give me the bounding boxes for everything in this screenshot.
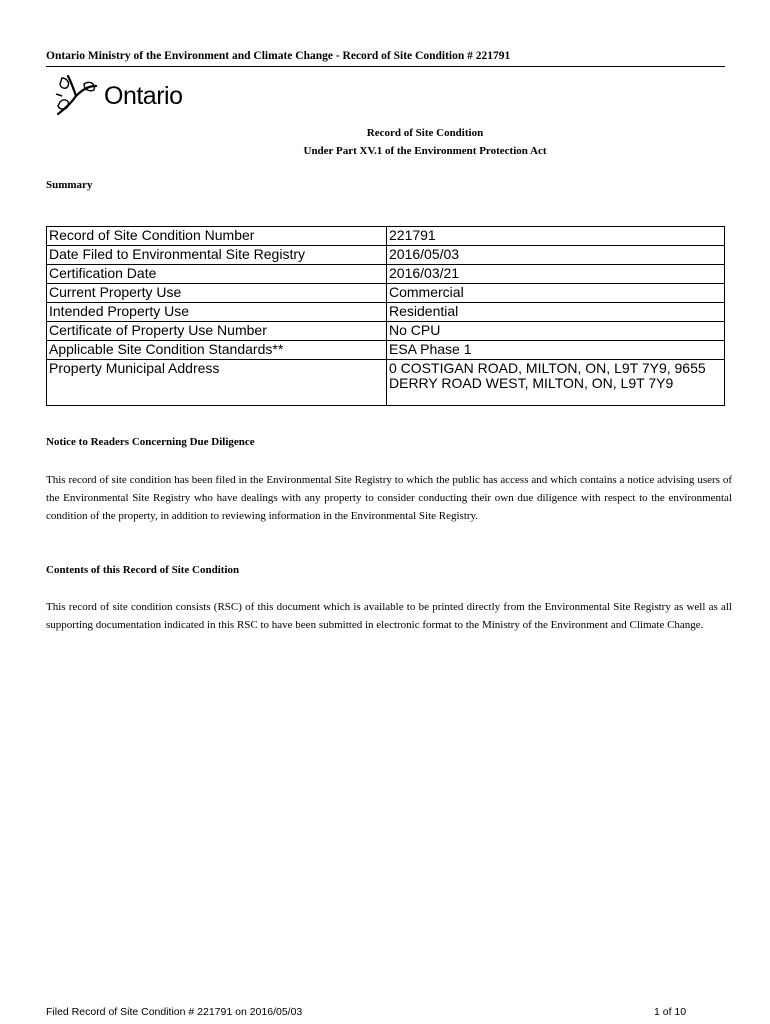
row-label: Certificate of Property Use Number (47, 322, 387, 341)
table-row (47, 246, 725, 265)
summary-label: Summary (46, 179, 93, 191)
row-value: 2016/05/03 (387, 246, 725, 265)
row-value: Commercial (387, 284, 725, 303)
row-value: 0 COSTIGAN ROAD, MILTON, ON, L9T 7Y9, 9655 DERRY ROAD WEST, MILTON, ON, L9T 7Y9 (387, 360, 725, 406)
page-header-title: Ontario Ministry of the Environment and Climate Change - Record of Site Condition # 221791 (46, 50, 511, 62)
logo-wordmark: Ontario (104, 82, 183, 110)
row-value: No CPU (387, 322, 725, 341)
table-row (47, 227, 725, 246)
document-title (0, 124, 770, 160)
row-value: ESA Phase 1 (387, 341, 725, 360)
notice-body: This record of site condition has been filed in the Environmental Site Registry to which the public has access and which contains a notice advising users of the Environmental Site Registry who have dealings with any property to consider conducting their own due diligence with respect to the environmental condition of the property, in addition to reviewing information in the Environmental Site Registry. (46, 474, 732, 522)
row-label: Current Property Use (47, 284, 387, 303)
notice-heading: Notice to Readers Concerning Due Diligence (46, 436, 255, 448)
row-label: Date Filed to Environmental Site Registry (47, 246, 387, 265)
row-label: Intended Property Use (47, 303, 387, 322)
row-value: Residential (387, 303, 725, 322)
summary-table (46, 226, 725, 406)
header-rule (46, 66, 725, 67)
footer-page-number: 1 of 10 (654, 1006, 687, 1018)
contents-heading: Contents of this Record of Site Condition (46, 564, 240, 576)
table-row (47, 322, 725, 341)
row-label: Property Municipal Address (47, 360, 387, 406)
table-row (47, 360, 725, 406)
footer-filed-note: Filed Record of Site Condition # 221791 on 2016/05/03 (46, 1006, 303, 1018)
row-label: Certification Date (47, 265, 387, 284)
ontario-logo (54, 74, 204, 116)
table-row (47, 284, 725, 303)
table-row (47, 303, 725, 322)
table-row (47, 341, 725, 360)
row-label: Record of Site Condition Number (47, 227, 387, 246)
document-title-line-1: Record of Site Condition (366, 127, 484, 139)
row-value: 2016/03/21 (387, 265, 725, 284)
contents-body: This record of site condition consists (RSC) of this document which is available to be printed directly from the Environmental Site Registry as well as all supporting documentation indicated in this RSC to have been submitted in electronic format to the Ministry of the Environment and Climate Change. (46, 601, 732, 631)
document-title-line-2: Under Part XV.1 of the Environment Protection Act (303, 145, 547, 157)
trillium-icon (54, 74, 100, 116)
row-value: 221791 (387, 227, 725, 246)
row-label: Applicable Site Condition Standards** (47, 341, 387, 360)
table-row (47, 265, 725, 284)
